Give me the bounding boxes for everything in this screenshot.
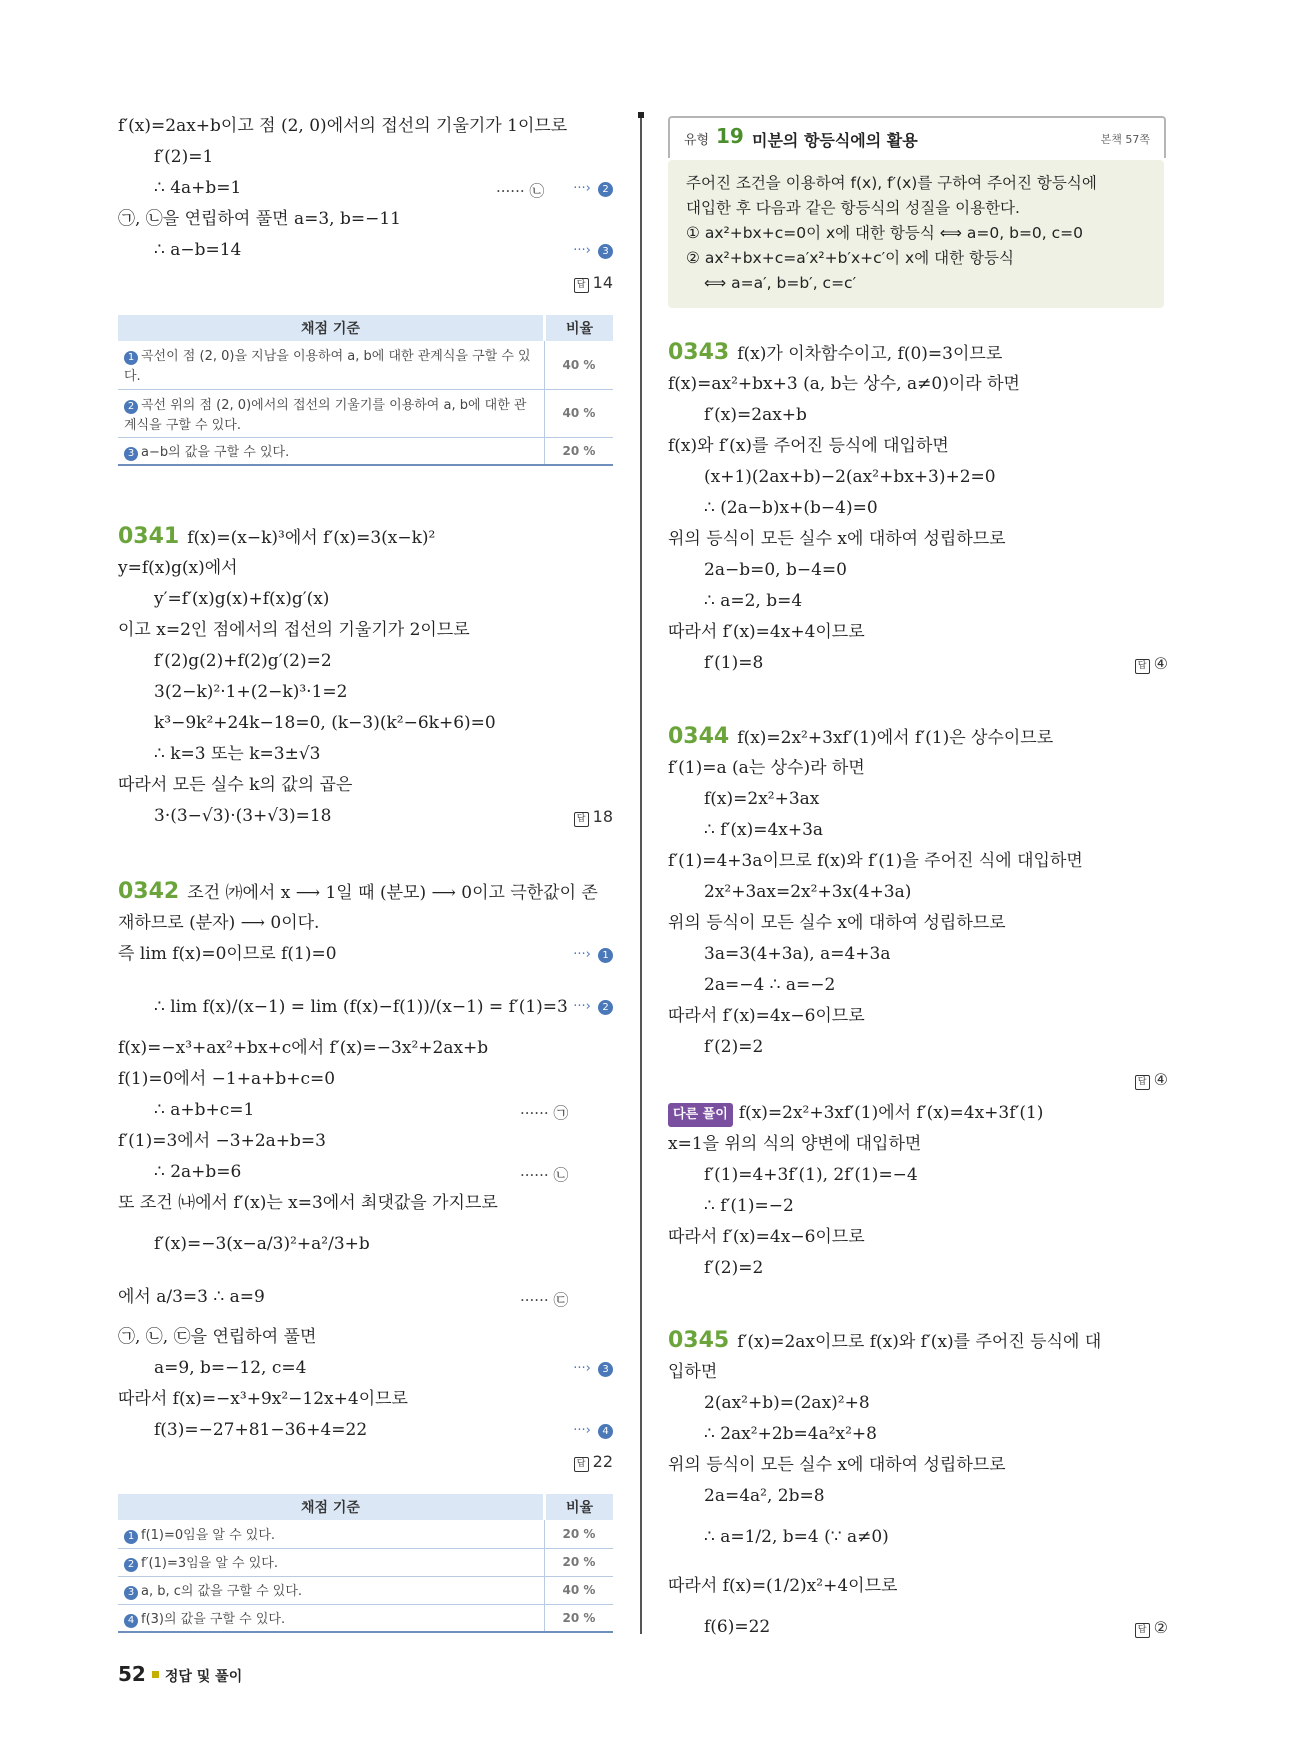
text-line: y=f(x)g(x)에서 — [118, 558, 238, 578]
text-line: f(x)=ax²+bx+3 (a, b는 상수, a≠0)이라 하면 — [668, 374, 1020, 394]
type-box-header — [668, 116, 1166, 158]
problem-number: 0343 — [668, 340, 730, 365]
answer-badge: 답 ② — [1135, 1618, 1168, 1638]
text-line: a=9, b=−12, c=4 — [154, 1358, 307, 1378]
text-line: f′(2)=2 — [704, 1037, 764, 1057]
text-line: f′(2)=1 — [154, 147, 214, 167]
column-divider-dot — [638, 112, 644, 118]
problem-number: 0344 — [668, 724, 730, 749]
text-line: ∴ f′(1)=−2 — [704, 1196, 794, 1216]
text-line: ∴ 2a+b=6 — [154, 1162, 242, 1182]
table-cell-criteria: 1 f(1)=0임을 알 수 있다. — [118, 1520, 545, 1548]
text-line: f(3)=−27+81−36+4=22 — [154, 1420, 368, 1440]
step-marker: ···› 3 — [573, 243, 613, 259]
scoring-table — [118, 1494, 613, 1633]
table-cell-ratio: 20 % — [545, 1548, 614, 1576]
text-line: ⟺ a=a′, b=b′, c=c′ — [704, 274, 857, 292]
table-header-ratio: 비율 — [545, 1494, 614, 1520]
answer-badge: 답 14 — [574, 273, 613, 293]
problem-0343-first-line: 0343 f(x)가 이차함수이고, f(0)=3이므로 — [668, 340, 1003, 365]
text-line: f′(x)=−3(x−a/3)²+a²/3+b — [154, 1234, 370, 1254]
equation-ref: ······ ㉠ — [520, 1104, 569, 1122]
table-header-ratio: 비율 — [545, 315, 614, 341]
answer-badge: 답 18 — [574, 807, 613, 827]
text-line: 대입한 후 다음과 같은 항등식의 성질을 이용한다. — [686, 199, 1020, 217]
scoring-table — [118, 315, 613, 466]
text-line: ∴ 4a+b=1 — [154, 178, 242, 198]
text-line: ∴ (2a−b)x+(b−4)=0 — [704, 498, 878, 518]
table-header-criteria: 채점 기준 — [118, 1494, 545, 1520]
text-line: 따라서 모든 실수 k의 값의 곱은 — [118, 775, 353, 795]
text-line: y′=f′(x)g(x)+f(x)g′(x) — [154, 589, 330, 609]
text-line: 2a−b=0, b−4=0 — [704, 560, 847, 580]
text-line: f′(2)=2 — [704, 1258, 764, 1278]
text-line: f′(1)=4+3f′(1), 2f′(1)=−4 — [704, 1165, 918, 1185]
text-line: 이고 x=2인 점에서의 접선의 기울기가 2이므로 — [118, 620, 470, 640]
text-line: f(6)=22 — [704, 1617, 771, 1637]
text-line: ∴ f′(x)=4x+3a — [704, 820, 824, 840]
text-line: 또 조건 ㈏에서 f′(x)는 x=3에서 최댓값을 가지므로 — [118, 1193, 498, 1213]
equation-ref: ······ ㉢ — [520, 1291, 569, 1309]
problem-0345-first-line: 0345 f′(x)=2ax이므로 f(x)와 f′(x)를 주어진 등식에 대 — [668, 1328, 1102, 1353]
text-line: 따라서 f′(x)=4x−6이므로 — [668, 1006, 865, 1026]
text-line: ∴ a=1/2, b=4 (∵ a≠0) — [704, 1527, 889, 1547]
table-cell-criteria: 2 곡선 위의 점 (2, 0)에서의 접선의 기울기를 이용하여 a, b에 대한 관계식을 구할 수 있다. — [118, 389, 545, 437]
text-line: ∴ 2ax²+2b=4a²x²+8 — [704, 1424, 877, 1444]
equation-ref: ······ ㉡ — [520, 1166, 569, 1184]
table-cell-ratio: 20 % — [545, 437, 614, 465]
text-line: f′(2)g(2)+f(2)g′(2)=2 — [154, 651, 332, 671]
text-line: f′(1)=4+3a이므로 f(x)와 f′(1)을 주어진 식에 대입하면 — [668, 851, 1083, 871]
footer-square — [152, 1671, 159, 1678]
answer-badge: 답 ④ — [1135, 1070, 1168, 1090]
text-line: f′(x)=2ax+b이고 점 (2, 0)에서의 접선의 기울기가 1이므로 — [118, 116, 568, 136]
table-cell-criteria: 2 f′(1)=3임을 알 수 있다. — [118, 1548, 545, 1576]
text-line: f(x)와 f′(x)를 주어진 등식에 대입하면 — [668, 436, 949, 456]
text-line: ∴ a−b=14 — [154, 240, 242, 260]
text-line: 따라서 f(x)=(1/2)x²+4이므로 — [668, 1576, 898, 1596]
type-page-ref: 본책 57쪽 — [1100, 133, 1150, 146]
text-line: 3a=3(4+3a), a=4+3a — [704, 944, 891, 964]
table-cell-ratio: 20 % — [545, 1520, 614, 1548]
answer-badge: 답 22 — [574, 1452, 613, 1472]
text-line: k³−9k²+24k−18=0, (k−3)(k²−6k+6)=0 — [154, 713, 496, 733]
step-marker: ···› 4 — [573, 1423, 613, 1439]
equation-ref: ······ ㉡ — [496, 182, 545, 200]
step-marker: ···› 2 — [573, 181, 613, 197]
text-line: f′(x)=2ax+b — [704, 405, 807, 425]
text-line: ∴ k=3 또는 k=3±√3 — [154, 744, 321, 764]
text-line: ㉠, ㉡, ㉢을 연립하여 풀면 — [118, 1327, 317, 1347]
text-line: f′(1)=a (a는 상수)라 하면 — [668, 758, 865, 778]
problem-number: 0341 — [118, 524, 180, 549]
type-label: 유형 — [684, 133, 710, 148]
text-line: 따라서 f′(x)=4x+4이므로 — [668, 622, 865, 642]
table-cell-ratio: 20 % — [545, 1604, 614, 1632]
page-number: 52 — [118, 1662, 146, 1686]
text-line: 따라서 f′(x)=4x−6이므로 — [668, 1227, 865, 1247]
page-footer — [118, 1662, 242, 1686]
text-line: 입하면 — [668, 1362, 718, 1382]
text-line: 2a=−4 ∴ a=−2 — [704, 975, 836, 995]
answer-badge: 답 ④ — [1135, 654, 1168, 674]
text-line: ① ax²+bx+c=0이 x에 대한 항등식 ⟺ a=0, b=0, c=0 — [686, 224, 1084, 242]
problem-number: 0345 — [668, 1328, 730, 1353]
problem-0341-first-line: 0341 f(x)=(x−k)³에서 f′(x)=3(x−k)² — [118, 524, 436, 549]
alt-solution-badge: 다른 풀이 — [668, 1103, 733, 1127]
table-cell-criteria: 4 f(3)의 값을 구할 수 있다. — [118, 1604, 545, 1632]
step-marker: ···› 2 — [573, 999, 613, 1015]
type-number: 19 — [716, 124, 744, 148]
column-divider — [640, 112, 642, 1634]
type-title: 미분의 항등식에의 활용 — [752, 131, 918, 150]
text-line: 2a=4a², 2b=8 — [704, 1486, 825, 1506]
type-box-body — [668, 160, 1164, 308]
text-line: 에서 a/3=3 ∴ a=9 — [118, 1287, 265, 1307]
alt-solution-first-line: 다른 풀이 f(x)=2x²+3xf′(1)에서 f′(x)=4x+3f′(1) — [668, 1102, 1043, 1127]
problem-number: 0342 — [118, 879, 180, 904]
text-line: 따라서 f(x)=−x³+9x²−12x+4이므로 — [118, 1389, 408, 1409]
type-box — [668, 112, 1164, 316]
text-line: (x+1)(2ax+b)−2(ax²+bx+3)+2=0 — [704, 467, 996, 487]
text-line: 주어진 조건을 이용하여 f(x), f′(x)를 구하여 주어진 항등식에 — [686, 174, 1097, 192]
text-line: f′(1)=3에서 −3+2a+b=3 — [118, 1131, 326, 1151]
text-line: 위의 등식이 모든 실수 x에 대하여 성립하므로 — [668, 1455, 1006, 1475]
text-line: ㉠, ㉡을 연립하여 풀면 a=3, b=−11 — [118, 209, 401, 229]
text-line: 위의 등식이 모든 실수 x에 대하여 성립하므로 — [668, 529, 1006, 549]
text-line: ∴ a=2, b=4 — [704, 591, 803, 611]
table-cell-criteria: 3 a, b, c의 값을 구할 수 있다. — [118, 1576, 545, 1604]
table-cell-ratio: 40 % — [545, 389, 614, 437]
table-cell-ratio: 40 % — [545, 1576, 614, 1604]
text-line: 3·(3−√3)·(3+√3)=18 — [154, 806, 332, 826]
text-line: 3(2−k)²·1+(2−k)³·1=2 — [154, 682, 348, 702]
step-marker: ···› 3 — [573, 1361, 613, 1377]
text-line: ∴ a+b+c=1 — [154, 1100, 255, 1120]
table-header-criteria: 채점 기준 — [118, 315, 545, 341]
table-cell-ratio: 40 % — [545, 341, 614, 389]
text-line: f(x)=2x²+3ax — [704, 789, 820, 809]
text-line: ∴ lim f(x)/(x−1) = lim (f(x)−f(1))/(x−1) = f′(1)=3 — [154, 997, 568, 1017]
text-line: 2x²+3ax=2x²+3x(4+3a) — [704, 882, 912, 902]
text-line: ② ax²+bx+c=a′x²+b′x+c′이 x에 대한 항등식 — [686, 249, 1014, 267]
text-line: 즉 lim f(x)=0이므로 f(1)=0 — [118, 944, 337, 964]
problem-0342-first-line: 0342 조건 ㈎에서 x ⟶ 1일 때 (분모) ⟶ 0이고 극한값이 존 — [118, 879, 598, 904]
table-cell-criteria: 3 a−b의 값을 구할 수 있다. — [118, 437, 545, 465]
table-cell-criteria: 1 곡선이 점 (2, 0)을 지남을 이용하여 a, b에 대한 관계식을 구할 수 있다. — [118, 341, 545, 389]
text-line: 재하므로 (분자) ⟶ 0이다. — [118, 913, 320, 933]
step-marker: ···› 1 — [573, 947, 613, 963]
text-line: 2(ax²+b)=(2ax)²+8 — [704, 1393, 870, 1413]
text-line: f′(1)=8 — [704, 653, 764, 673]
text-line: x=1을 위의 식의 양변에 대입하면 — [668, 1134, 922, 1154]
problem-0344-first-line: 0344 f(x)=2x²+3xf′(1)에서 f′(1)은 상수이므로 — [668, 724, 1054, 749]
footer-title: 정답 및 풀이 — [164, 1669, 243, 1685]
text-line: f(x)=−x³+ax²+bx+c에서 f′(x)=−3x²+2ax+b — [118, 1038, 489, 1058]
text-line: f(1)=0에서 −1+a+b+c=0 — [118, 1069, 336, 1089]
text-line: 위의 등식이 모든 실수 x에 대하여 성립하므로 — [668, 913, 1006, 933]
